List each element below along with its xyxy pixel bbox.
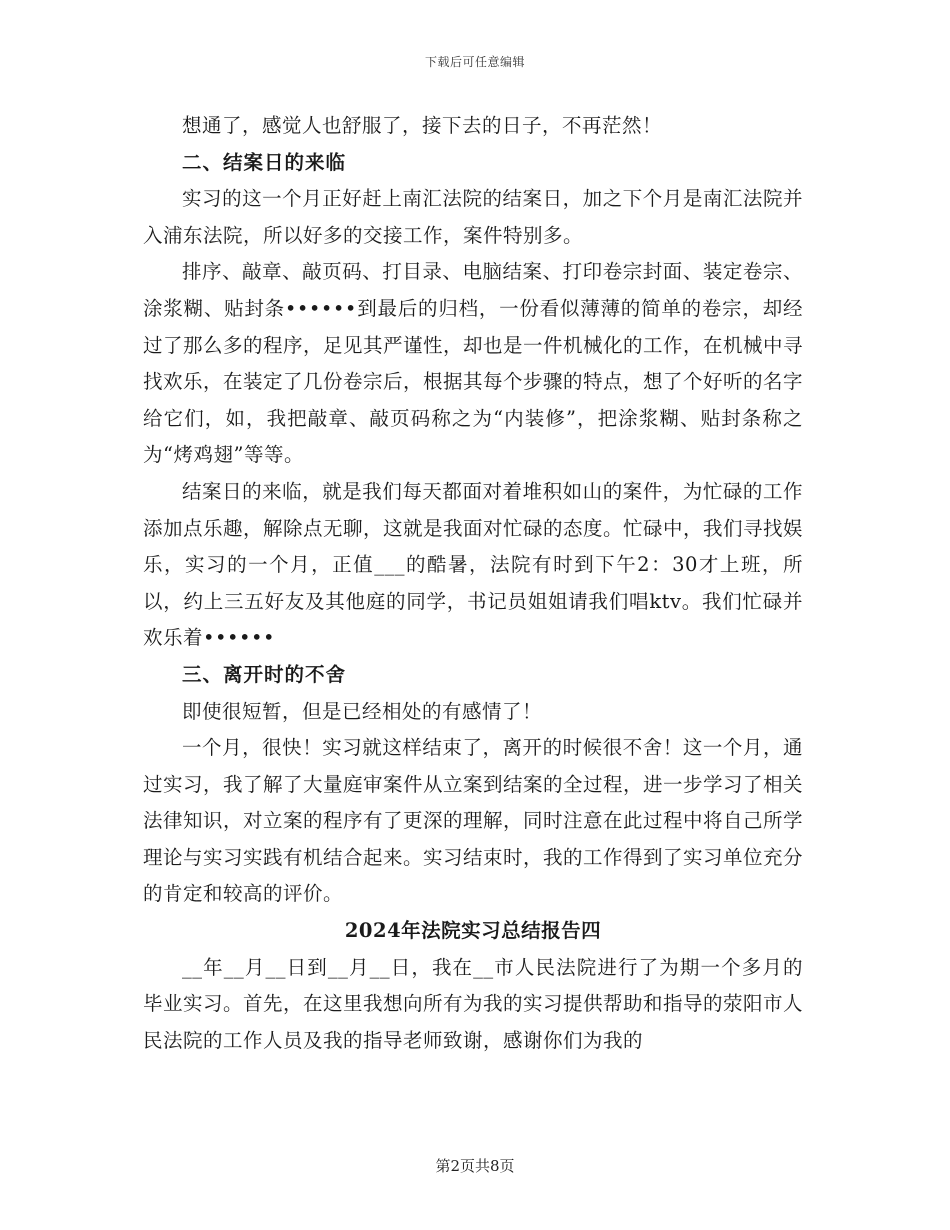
section-heading-2: 二、结案日的来临	[182, 150, 347, 174]
paragraph-section2-3: 结案日的来临，就是我们每天都面对着堆积如山的案件，为忙碌的工作添加点乐趣，解除点无聊，这就是我面对忙碌的态度。忙碌中，我们寻找娱乐，实习的一个月，正值___的酷暑，法院有时到下午2：30才上班，所以，约上三五好友及其他庭的同学，书记员姐姐请我们唱ktv。我们忙碌并欢乐着••••••	[143, 479, 804, 650]
section-heading-3: 三、离开时的不舍	[182, 662, 347, 686]
paragraph-section2-1: 实习的这一个月正好赶上南汇法院的结案日，加之下个月是南汇法院并入浦东法院，所以好多的交接工作，案件特别多。	[143, 187, 803, 247]
document-body	[143, 108, 803, 1059]
paragraph-opening: 想通了，感觉人也舒服了，接下去的日子，不再茫然！	[182, 114, 663, 137]
paragraph-section3-1: 即使很短暂，但是已经相处的有感情了！	[182, 699, 543, 723]
paragraph-report4-1: __年__月__日到__月__日，我在__市人民法院进行了为期一个多月的毕业实习。首先，在这里我想向所有为我的实习提供帮助和指导的荥阳市人民法院的工作人员及我的指导老师致谢，感谢你们为我的	[143, 955, 804, 1052]
paragraph-section2-2: 排序、敲章、敲页码、打目录、电脑结案、打印卷宗封面、装定卷宗、涂浆糊、贴封条••••••到最后的归档，一份看似薄薄的简单的卷宗，却经过了那么多的程序，足见其严谨性，却也是一件机械化的工作，在机械中寻找欢乐，在装定了几份卷宗后，根据其每个步骤的特点，想了个好听的名字给它们，如，我把敲章、敲页码称之为“内装修”，把涂浆糊、贴封条称之为“烤鸡翅”等等。	[143, 260, 804, 467]
report-title: 2024年法院实习总结报告四	[344, 919, 602, 943]
page-header-note: 下载后可任意编辑	[424, 55, 525, 69]
paragraph-section3-2: 一个月，很快！实习就这样结束了，离开的时候很不舍！这一个月，通过实习，我了解了大量庭审案件从立案到结案的全过程，进一步学习了相关法律知识，对立案的程序有了更深的理解，同时注意在此过程中将自己所学理论与实习实践有机结合起来。实习结束时，我的工作得到了实习单位充分的肯定和较高的评价。	[143, 736, 804, 906]
page-number-footer: 第2页共8页	[435, 1157, 515, 1175]
